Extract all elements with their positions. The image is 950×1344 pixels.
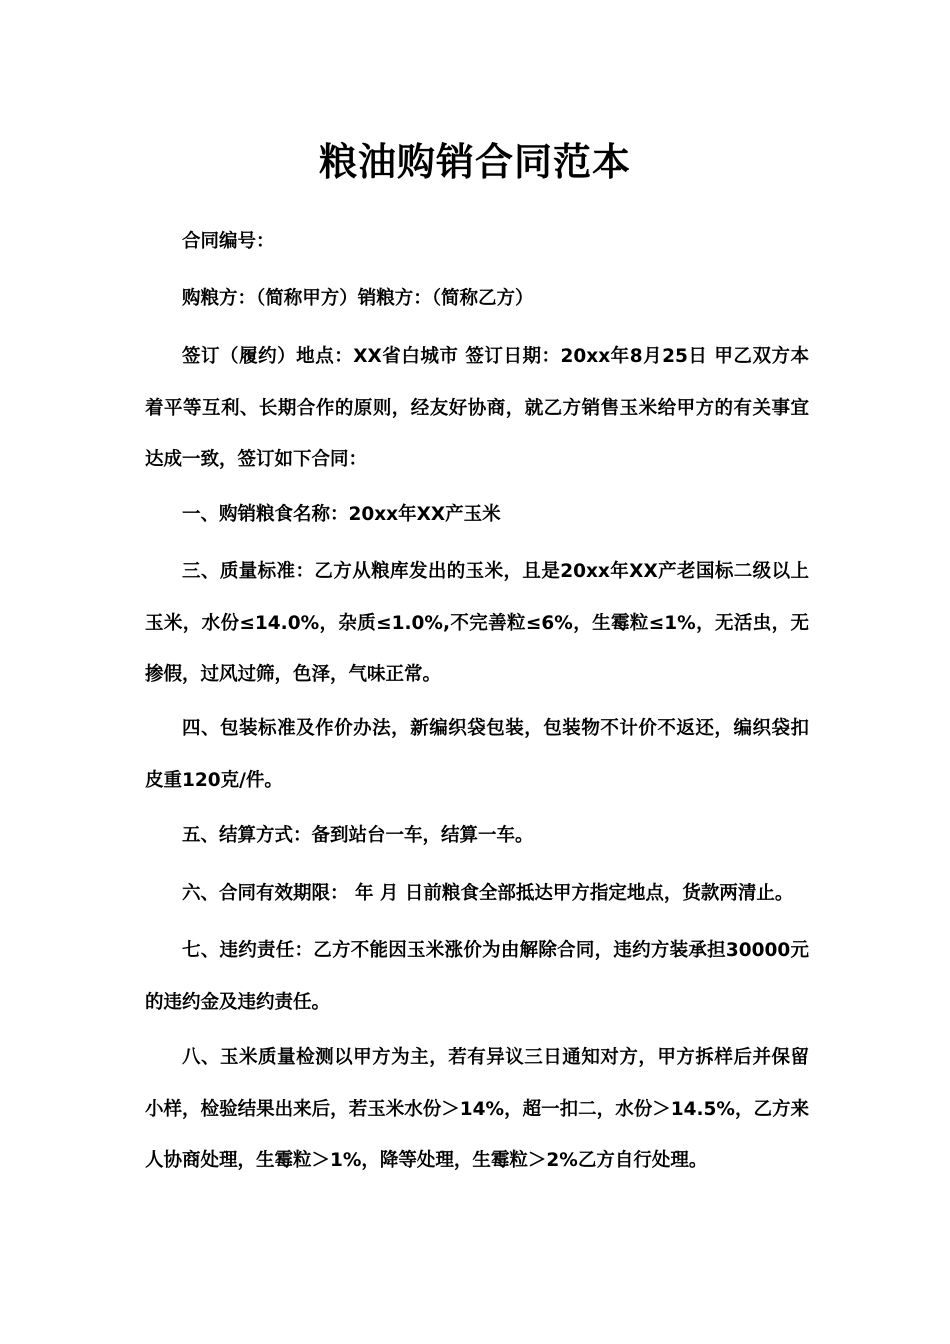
clause-breach: 七、违约责任：乙方不能因玉米涨价为由解除合同，违约方装承担30000元的违约金及违约责任。 xyxy=(145,940,809,1013)
clause-settlement: 五、结算方式：备到站台一车，结算一车。 xyxy=(182,825,534,846)
document-title: 粮油购销合同范本 xyxy=(318,140,631,184)
clause-packaging: 四、包装标准及作价办法，新编织袋包装，包装物不计价不返还，编织袋扣皮重120克/件。 xyxy=(145,718,809,791)
contract-number: 合同编号： xyxy=(182,231,275,252)
clause-inspection: 八、玉米质量检测以甲方为主，若有异议三日通知对方，甲方拆样后并保留小样，检验结果出来后，若玉米水份＞14%，超一扣二，水份＞14.5%，乙方来人协商处理，生霉粒＞1%，降等处理，生霉粒＞2%乙方自行处理。 xyxy=(145,1047,809,1171)
parties: 购粮方：（简称甲方）销粮方：（简称乙方） xyxy=(182,288,534,309)
clause-grain-name: 一、购销粮食名称：20xx年XX产玉米 xyxy=(182,504,501,525)
clause-quality: 三、质量标准：乙方从粮库发出的玉米，且是20xx年XX产老国标二级以上玉米，水份≤14.0%，杂质≤1.0%,不完善粒≤6%，生霉粒≤1%，无活虫，无掺假，过风过筛，色泽，气味正常。 xyxy=(145,561,809,685)
intro-paragraph: 签订（履约）地点：XX省白城市 签订日期：20xx年8月25日 甲乙双方本着平等互利、长期合作的原则，经友好协商，就乙方销售玉米给甲方的有关事宜达成一致，签订如下合同： xyxy=(145,346,809,470)
clause-validity: 六、合同有效期限： 年 月 日前粮食全部抵达甲方指定地点，货款两清止。 xyxy=(182,883,794,904)
